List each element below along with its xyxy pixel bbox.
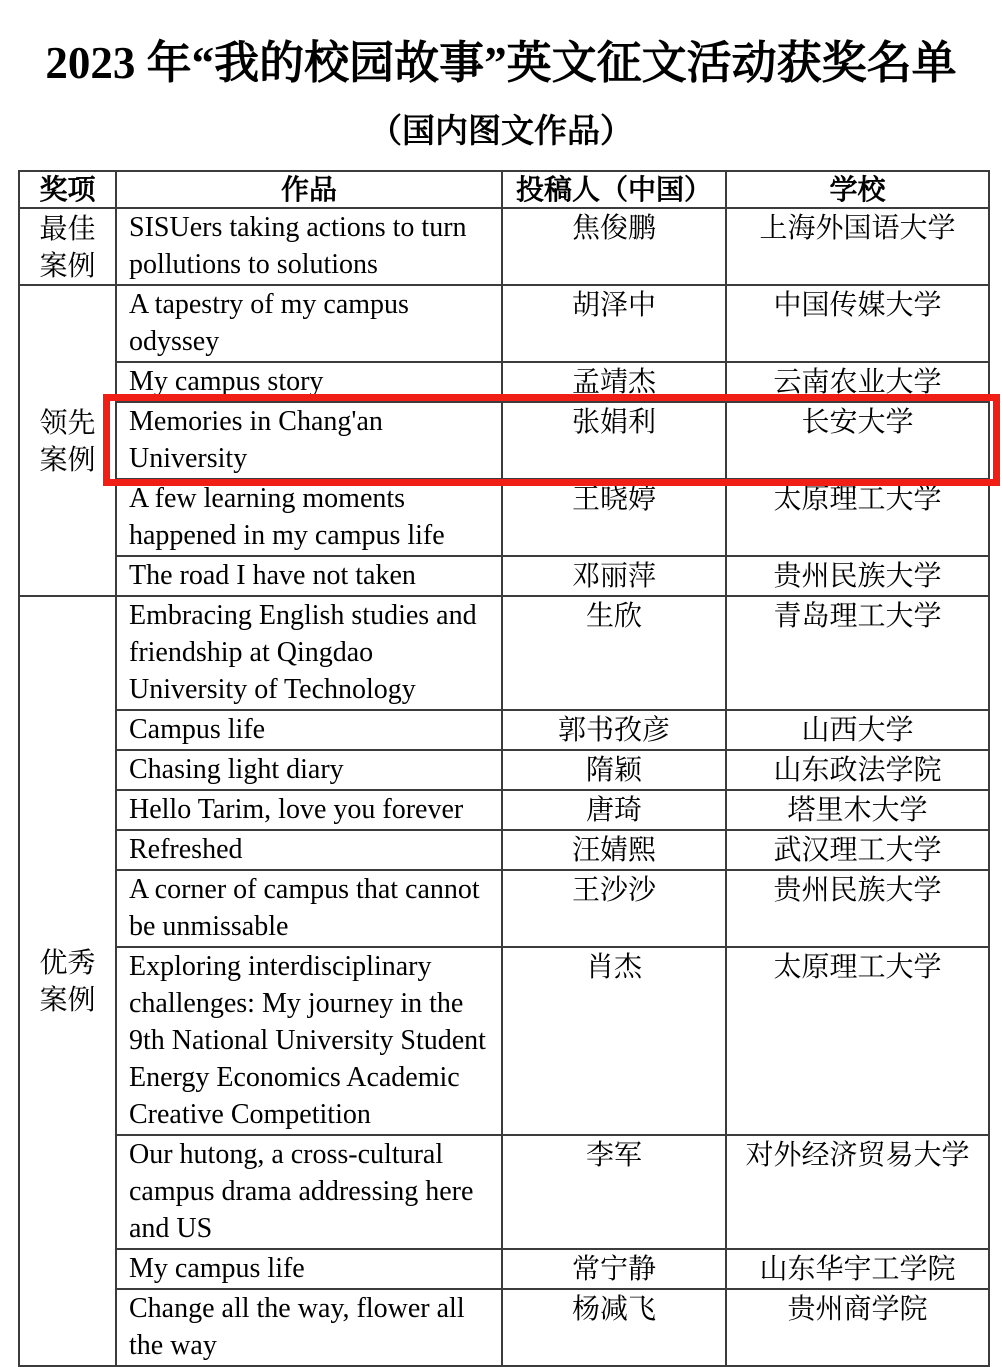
- work-title-cell: Change all the way, flower all the way: [116, 1289, 502, 1366]
- school-cell: 青岛理工大学: [726, 596, 989, 710]
- page-subtitle: （国内图文作品）: [369, 114, 633, 150]
- table-row: [19, 790, 989, 830]
- award-category-cell: [19, 208, 116, 285]
- work-title-cell: A tapestry of my campus odyssey: [116, 285, 502, 362]
- author-cell: 李军: [502, 1135, 726, 1249]
- table-row: [19, 596, 989, 710]
- author-cell: 焦俊鹏: [502, 208, 726, 285]
- work-title-cell: My campus story: [116, 362, 502, 402]
- school-cell: 山东华宇工学院: [726, 1249, 989, 1289]
- table-row: [19, 362, 989, 402]
- awards-table: [18, 170, 990, 1367]
- school-cell: 对外经济贸易大学: [726, 1135, 989, 1249]
- column-header-work: 作品: [116, 171, 502, 208]
- table-row: [19, 750, 989, 790]
- table-row: [19, 1289, 989, 1366]
- school-cell: 太原理工大学: [726, 479, 989, 556]
- awards-table-body: [19, 208, 989, 1366]
- table-row: [19, 870, 989, 947]
- work-title-cell: Memories in Chang'an University: [116, 402, 502, 479]
- author-cell: 隋颖: [502, 750, 726, 790]
- work-title-cell: Embracing English studies and friendship at Qingdao University of Technology: [116, 596, 502, 710]
- work-title-cell: Refreshed: [116, 830, 502, 870]
- school-cell: 山西大学: [726, 710, 989, 750]
- award-category-cell: [19, 596, 116, 1366]
- table-row: [19, 479, 989, 556]
- work-title-cell: The road I have not taken: [116, 556, 502, 596]
- table-row: [19, 556, 989, 596]
- author-cell: 常宁静: [502, 1249, 726, 1289]
- author-cell: 唐琦: [502, 790, 726, 830]
- school-cell: 塔里木大学: [726, 790, 989, 830]
- table-header-row: [19, 171, 989, 208]
- table-row: [19, 208, 989, 285]
- author-cell: 杨减飞: [502, 1289, 726, 1366]
- author-cell: 生欣: [502, 596, 726, 710]
- work-title-cell: Chasing light diary: [116, 750, 502, 790]
- author-cell: 郭书孜彦: [502, 710, 726, 750]
- author-cell: 邓丽萍: [502, 556, 726, 596]
- table-row: [19, 402, 989, 479]
- award-category-label: 最佳案例: [39, 212, 96, 281]
- table-row: [19, 947, 989, 1135]
- school-cell: 太原理工大学: [726, 947, 989, 1135]
- column-header-school: 学校: [726, 171, 989, 208]
- author-cell: 王晓婷: [502, 479, 726, 556]
- school-cell: 长安大学: [726, 402, 989, 479]
- school-cell: 贵州民族大学: [726, 556, 989, 596]
- author-cell: 汪婧熙: [502, 830, 726, 870]
- award-category-label: 优秀案例: [39, 947, 96, 1015]
- author-cell: 孟靖杰: [502, 362, 726, 402]
- author-cell: 胡泽中: [502, 285, 726, 362]
- school-cell: 贵州商学院: [726, 1289, 989, 1366]
- table-row: [19, 710, 989, 750]
- work-title-cell: Exploring interdisciplinary challenges: My journey in the 9th National University Student Energy Economics Academic Creative Competition: [116, 947, 502, 1135]
- award-category-label: 领先案例: [39, 406, 96, 475]
- school-cell: 武汉理工大学: [726, 830, 989, 870]
- author-cell: 王沙沙: [502, 870, 726, 947]
- table-row: [19, 830, 989, 870]
- school-cell: 云南农业大学: [726, 362, 989, 402]
- work-title-cell: Campus life: [116, 710, 502, 750]
- school-cell: 贵州民族大学: [726, 870, 989, 947]
- work-title-cell: SISUers taking actions to turn pollutions to solutions: [116, 208, 502, 285]
- table-row: [19, 1249, 989, 1289]
- school-cell: 上海外国语大学: [726, 208, 989, 285]
- table-row: [19, 1135, 989, 1249]
- column-header-author: 投稿人（中国）: [502, 171, 726, 208]
- work-title-cell: A corner of campus that cannot be unmissable: [116, 870, 502, 947]
- page-title: 2023 年“我的校园故事”英文征文活动获奖名单: [45, 38, 957, 88]
- column-header-award: 奖项: [19, 171, 116, 208]
- award-category-cell: [19, 285, 116, 596]
- work-title-cell: My campus life: [116, 1249, 502, 1289]
- school-cell: 山东政法学院: [726, 750, 989, 790]
- school-cell: 中国传媒大学: [726, 285, 989, 362]
- author-cell: 张娟利: [502, 402, 726, 479]
- work-title-cell: Our hutong, a cross-cultural campus drama addressing here and US: [116, 1135, 502, 1249]
- work-title-cell: Hello Tarim, love you forever: [116, 790, 502, 830]
- work-title-cell: A few learning moments happened in my campus life: [116, 479, 502, 556]
- table-row: [19, 285, 989, 362]
- author-cell: 肖杰: [502, 947, 726, 1135]
